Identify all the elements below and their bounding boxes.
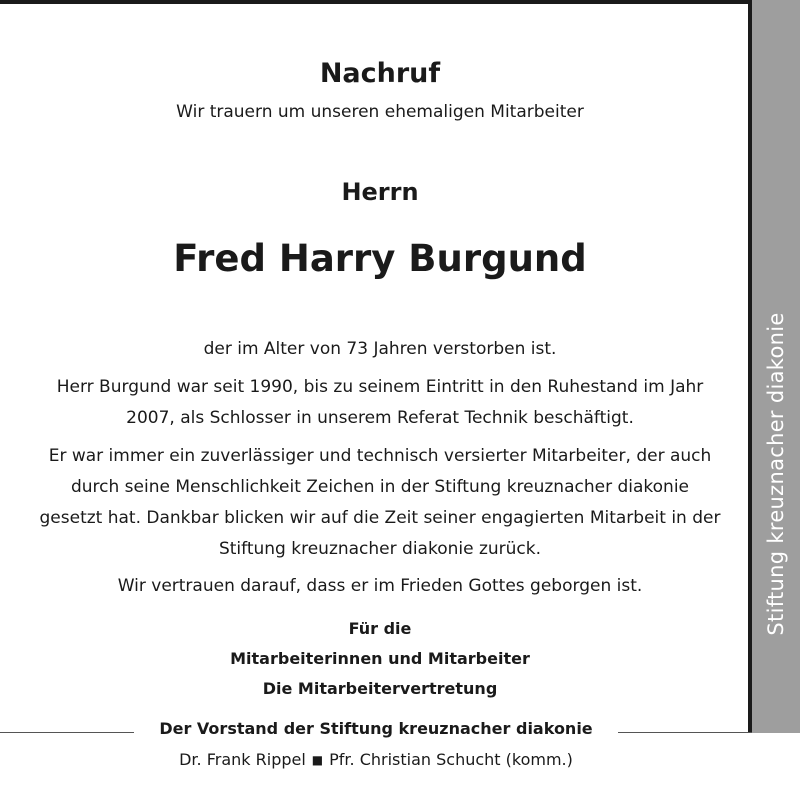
square-separator-icon: ■ <box>311 753 324 767</box>
paragraph-4 <box>20 571 740 602</box>
paragraph-1 <box>20 334 740 365</box>
board-member: Dr. Frank Rippel <box>179 750 306 769</box>
paragraph-2 <box>20 372 740 434</box>
paragraph-line: Herr Burgund war seit 1990, bis zu seinem Eintritt in den Ruhestand im Jahr <box>56 377 704 397</box>
sidebar-label: Stiftung kreuznacher diakonie <box>764 312 788 636</box>
signature-block <box>20 614 740 704</box>
deceased-name: Fred Harry Burgund <box>173 237 587 280</box>
signature-line: Die Mitarbeitervertretung <box>262 679 498 698</box>
paragraph-line: durch seine Menschlichkeit Zeichen in der Stiftung kreuznacher diakonie <box>70 477 690 497</box>
paragraph-line: Er war immer ein zuverlässiger und technisch versierter Mitarbeiter, der auch <box>48 446 712 466</box>
notice-title: Nachruf <box>319 58 441 89</box>
divider-right <box>618 732 752 733</box>
notice-subtitle: Wir trauern um unseren ehemaligen Mitarbeiter <box>176 102 584 122</box>
board-member: Pfr. Christian Schucht (komm.) <box>329 750 573 769</box>
board-members <box>0 750 752 769</box>
paragraph-line: gesetzt hat. Dankbar blicken wir auf die Zeit seiner engagierten Mitarbeit in der <box>39 508 721 528</box>
board-row <box>0 718 752 746</box>
paragraph-line: Stiftung kreuznacher diakonie zurück. <box>218 539 542 559</box>
salutation: Herrn <box>341 178 419 206</box>
paragraph-3 <box>20 441 740 565</box>
paragraph-line: Wir vertrauen darauf, dass er im Frieden Gottes geborgen ist. <box>117 576 643 596</box>
paragraph-line: 2007, als Schlosser in unserem Referat Technik beschäftigt. <box>126 408 634 428</box>
paragraph-line: der im Alter von 73 Jahren verstorben ist. <box>203 339 557 359</box>
signature-line: Mitarbeiterinnen und Mitarbeiter <box>230 649 530 668</box>
board-title: Der Vorstand der Stiftung kreuznacher diakonie <box>159 719 593 738</box>
signature-line: Für die <box>348 619 412 638</box>
